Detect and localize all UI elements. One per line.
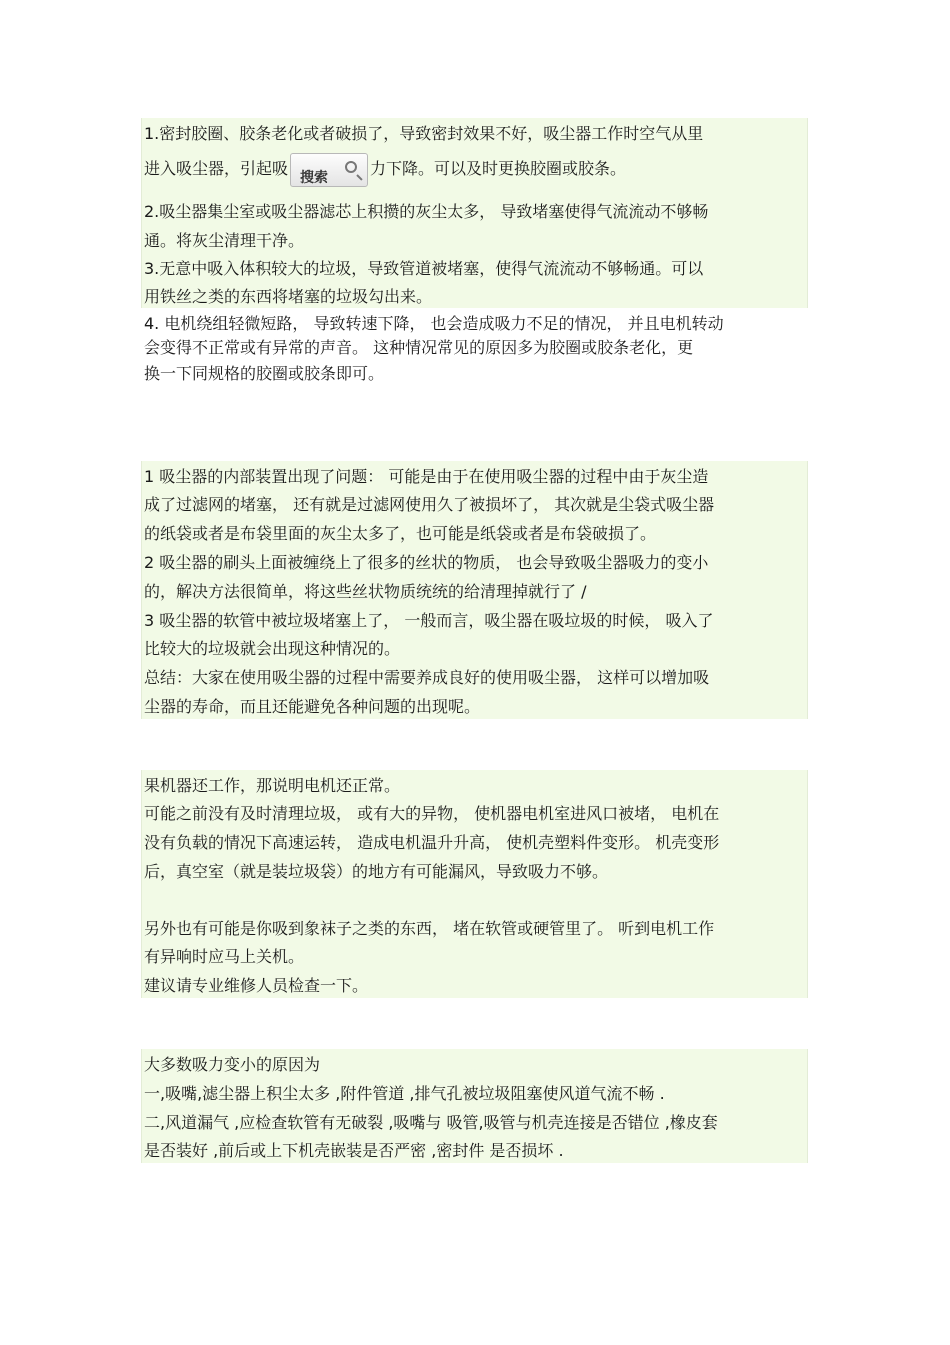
s1-line2-post: 力下降。可以及时更换胶圈或胶条。 xyxy=(370,159,627,178)
s1-line1: 1.密封胶圈、胶条老化或者破损了，导致密封效果不好，吸尘器工作时空气从里 xyxy=(144,124,704,143)
search-button[interactable] xyxy=(290,153,368,187)
s1-line6: 用铁丝之类的东西将堵塞的垃圾勾出来。 xyxy=(144,287,433,306)
search-label: 搜索 xyxy=(300,169,329,186)
s4-line1: 大多数吸力变小的原因为 xyxy=(144,1055,321,1074)
s2-line8: 总结：大家在使用吸尘器的过程中需要养成良好的使用吸尘器， 这样可以增加吸 xyxy=(144,668,710,687)
s1-line3: 2.吸尘器集尘室或吸尘器滤芯上积攒的灰尘太多， 导致堵塞使得气流流动不够畅 xyxy=(144,202,709,221)
s2-line4: 2 吸尘器的刷头上面被缠绕上了很多的丝状的物质， 也会导致吸尘器吸力的变小 xyxy=(144,553,709,572)
s1-line8: 会变得不正常或有异常的声音。 这种情况常见的原因多为胶圈或胶条老化，更 xyxy=(144,338,694,357)
s3-line5: 另外也有可能是你吸到象袜子之类的东西， 堵在软管或硬管里了。 听到电机工作 xyxy=(144,919,715,938)
s4-line4: 是否装好 ,前后或上下机壳嵌装是否严密 ,密封件 是否损坏 . xyxy=(144,1141,564,1160)
s1-line9: 换一下同规格的胶圈或胶条即可。 xyxy=(144,364,385,383)
s2-line1: 1 吸尘器的内部装置出现了问题： 可能是由于在使用吸尘器的过程中由于灰尘造 xyxy=(144,467,709,486)
s3-line3: 没有负载的情况下高速运转， 造成电机温升升高， 使机壳塑料件变形。 机壳变形 xyxy=(144,833,720,852)
s2-line3: 的纸袋或者是布袋里面的灰尘太多了，也可能是纸袋或者是布袋破损了。 xyxy=(144,524,657,543)
s3-line7: 建议请专业维修人员检查一下。 xyxy=(144,976,369,995)
s4-line2: 一,吸嘴,滤尘器上积尘太多 ,附件管道 ,排气孔被垃圾阻塞使风道气流不畅 . xyxy=(144,1084,665,1103)
s1-line2 xyxy=(144,152,626,187)
s2-line7: 比较大的垃圾就会出现这种情况的。 xyxy=(144,639,401,658)
s2-line5: 的，解决方法很简单，将这些丝状物质统统的给清理掉就行了 / xyxy=(144,582,587,601)
s1-line2-pre: 进入吸尘器，引起吸 xyxy=(144,159,289,178)
s2-line2: 成了过滤网的堵塞， 还有就是过滤网使用久了被损坏了， 其次就是尘袋式吸尘器 xyxy=(144,495,715,514)
magnifier-icon xyxy=(345,161,357,173)
s3-line4: 后，真空室（就是装垃圾袋）的地方有可能漏风，导致吸力不够。 xyxy=(144,862,609,881)
s2-line9: 尘器的寿命，而且还能避免各种问题的出现呢。 xyxy=(144,697,481,716)
s4-line3: 二,风道漏气 ,应检查软管有无破裂 ,吸嘴与 吸管,吸管与机壳连接是否错位 ,橡皮套 xyxy=(144,1113,718,1132)
s3-line1: 果机器还工作，那说明电机还正常。 xyxy=(144,776,401,795)
s3-line2: 可能之前没有及时清理垃圾， 或有大的异物， 使机器电机室进风口被堵， 电机在 xyxy=(144,804,720,823)
s2-line6: 3 吸尘器的软管中被垃圾堵塞上了， 一般而言，吸尘器在吸垃圾的时候， 吸入了 xyxy=(144,611,714,630)
s1-line4: 通。将灰尘清理干净。 xyxy=(144,231,305,250)
s1-line7: 4. 电机绕组轻微短路， 导致转速下降， 也会造成吸力不足的情况， 并且电机转动 xyxy=(144,314,724,333)
s3-line6: 有异响时应马上关机。 xyxy=(144,947,305,966)
s1-line5: 3.无意中吸入体积较大的垃圾，导致管道被堵塞，使得气流流动不够畅通。可以 xyxy=(144,259,704,278)
